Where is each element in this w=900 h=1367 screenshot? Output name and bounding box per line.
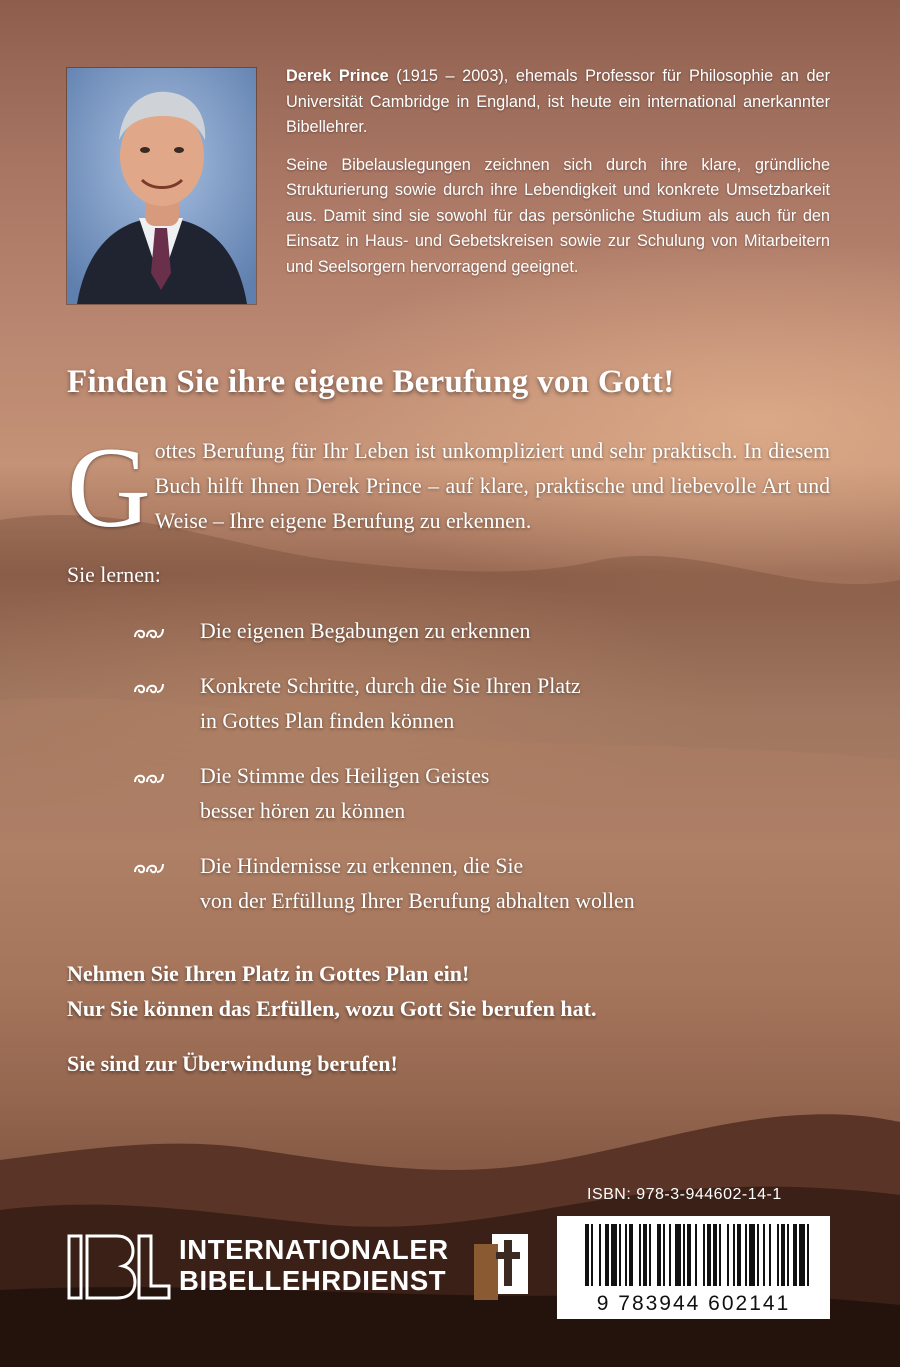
barcode-bar: [807, 1224, 809, 1286]
list-item: [133, 614, 833, 649]
barcode-bar: [683, 1224, 685, 1286]
barcode-bar: [625, 1224, 627, 1286]
list-item-line-1: Konkrete Schritte, durch die Sie Ihren Platz: [200, 674, 581, 698]
barcode-bar: [669, 1224, 671, 1286]
barcode-bar: [733, 1224, 735, 1286]
list-item-line-2: in Gottes Plan finden können: [200, 709, 455, 733]
barcode-bar: [695, 1224, 697, 1286]
barcode-bar: [737, 1224, 741, 1286]
barcode-bar: [719, 1224, 721, 1286]
closing-line-1: Nehmen Sie Ihren Platz in Gottes Plan ein!: [67, 961, 470, 986]
list-item-line-2: besser hören zu können: [200, 799, 406, 823]
author-name: Derek Prince: [286, 67, 389, 85]
barcode-bar: [787, 1224, 789, 1286]
barcode-bar: [605, 1224, 609, 1286]
barcode-bar: [599, 1224, 601, 1286]
list-item-line-1: Die Hindernisse zu erkennen, die Sie: [200, 854, 524, 878]
barcode-bar: [703, 1224, 705, 1286]
barcode-bar: [727, 1224, 729, 1286]
barcode-bar: [793, 1224, 797, 1286]
barcode-bar: [639, 1224, 641, 1286]
intro-text: ottes Berufung für Ihr Leben ist unkompliziert und sehr praktisch. In diesem Buch hilft Ihnen Derek Prince – auf klare, praktische und liebevolle Art und Weise – Ihre eigene Berufung zu erkennen.: [154, 439, 830, 533]
swirl-bullet-icon: [133, 680, 165, 696]
list-item-line-2: von der Erfüllung Ihrer Berufung abhalten wollen: [200, 889, 635, 913]
barcode-bars: [557, 1216, 830, 1296]
learn-list: [133, 614, 833, 939]
bible-cross-icon: [474, 1234, 528, 1300]
barcode-bar: [657, 1224, 661, 1286]
bio-paragraph-2: Seine Bibelauslegungen zeichnen sich durch ihre klare, gründliche Strukturierung sowie durch ihre Lebendigkeit und konkrete Umsetzbarkeit aus. Damit sind sie sowohl für das persönliche Studium als auch für den Einsatz in Haus- und Gebetskreisen sowie zur Schulung von Mitarbeitern und Seelsorgern hervorragend geeignet.: [286, 155, 830, 276]
barcode-digits: 9 783944 602141: [596, 1292, 791, 1315]
barcode-bar: [763, 1224, 765, 1286]
author-photo: [66, 67, 257, 305]
barcode-bar: [591, 1224, 593, 1286]
barcode-bar: [629, 1224, 633, 1286]
closing-line-3: Sie sind zur Überwindung berufen!: [67, 1051, 398, 1076]
barcode-bar: [769, 1224, 771, 1286]
swirl-bullet-icon: [133, 625, 165, 641]
author-bio: [286, 64, 830, 292]
dropcap: G: [67, 424, 151, 552]
barcode-bar: [713, 1224, 717, 1286]
barcode-bar: [611, 1224, 617, 1286]
closing-statements: [67, 956, 596, 1081]
barcode-bar: [781, 1224, 785, 1286]
barcode-bar: [619, 1224, 621, 1286]
bio-text-1: (1915 – 2003), ehemals Professor für Philosophie an der Universität Cambridge in England, ist heute ein international anerkannter Bibellehrer.: [286, 67, 830, 136]
swirl-bullet-icon: [133, 770, 165, 786]
list-item: [133, 849, 833, 919]
list-item-line-1: Die Stimme des Heiligen Geistes: [200, 764, 490, 788]
barcode-bar: [585, 1224, 589, 1286]
barcode-bar: [707, 1224, 711, 1286]
list-item-line-1: Die eigenen Begabungen zu erkennen: [200, 619, 531, 643]
swirl-bullet-icon: [133, 860, 165, 876]
publisher-name: [179, 1234, 449, 1296]
barcode-bar: [745, 1224, 747, 1286]
barcode-bar: [675, 1224, 681, 1286]
isbn-label: ISBN: 978-3-944602-14-1: [587, 1186, 782, 1203]
headline: Finden Sie ihre eigene Berufung von Gott!: [67, 364, 675, 400]
barcode-bar: [757, 1224, 759, 1286]
ibl-logo-icon: [67, 1234, 171, 1300]
barcode-bar: [643, 1224, 647, 1286]
barcode: [557, 1216, 830, 1319]
list-item: [133, 669, 833, 739]
barcode-bar: [799, 1224, 805, 1286]
bio-paragraph-1: [286, 64, 830, 141]
intro-paragraph: [67, 424, 830, 552]
barcode-bar: [687, 1224, 691, 1286]
learn-label: Sie lernen:: [67, 563, 161, 587]
barcode-bar: [777, 1224, 779, 1286]
barcode-bar: [649, 1224, 651, 1286]
list-item: [133, 759, 833, 829]
publisher-line-2: BIBELLEHRDIENST: [179, 1265, 447, 1296]
barcode-bar: [663, 1224, 665, 1286]
publisher-line-1: INTERNATIONALER: [179, 1234, 449, 1265]
barcode-bar: [749, 1224, 755, 1286]
closing-line-2: Nur Sie können das Erfüllen, wozu Gott Sie berufen hat.: [67, 996, 597, 1021]
